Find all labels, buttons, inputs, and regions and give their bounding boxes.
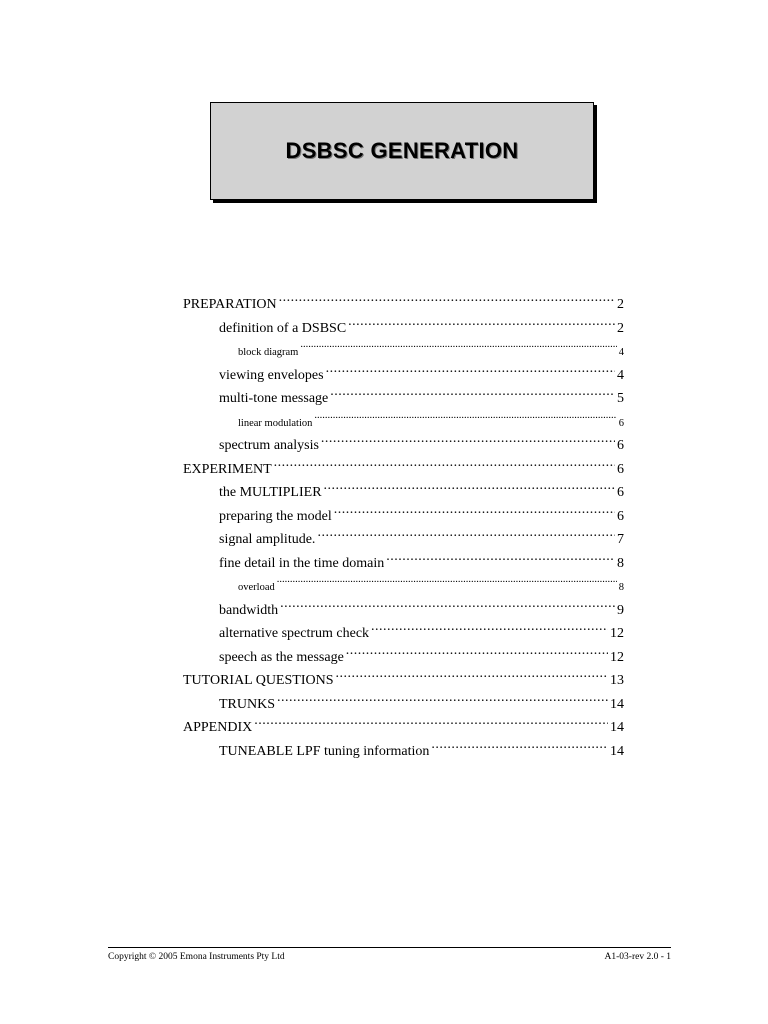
toc-dot-leader <box>334 506 615 520</box>
toc-entry-page: 14 <box>610 744 624 759</box>
toc-entry[interactable] <box>219 694 624 715</box>
footer-page-id: A1-03-rev 2.0 - 1 <box>604 952 671 962</box>
toc-entry-page: 14 <box>610 720 624 735</box>
toc-entry-page: 7 <box>617 532 624 547</box>
toc-entry-label: EXPERIMENT <box>183 462 272 477</box>
footer-divider <box>108 947 671 948</box>
toc-entry-label: speech as the message <box>219 650 344 665</box>
toc-entry-page: 6 <box>617 509 624 524</box>
toc-entry[interactable] <box>219 600 624 621</box>
toc-entry-page: 8 <box>618 582 624 593</box>
toc-entry-label: multi-tone message <box>219 391 329 406</box>
toc-dot-leader <box>330 388 615 402</box>
toc-entry-label: preparing the model <box>219 509 332 524</box>
toc-entry[interactable] <box>238 414 624 434</box>
toc-dot-leader <box>314 416 616 427</box>
toc-dot-leader <box>431 741 608 755</box>
toc-entry[interactable] <box>219 741 624 762</box>
toc-entry-label: definition of a DSBSC <box>219 321 347 336</box>
toc-entry[interactable] <box>219 388 624 409</box>
title-box <box>210 102 594 200</box>
toc-entry-page: 6 <box>617 462 624 477</box>
toc-entry-label: APPENDIX <box>183 720 253 735</box>
toc-entry-page: 6 <box>618 418 624 429</box>
toc-entry-page: 4 <box>617 368 624 383</box>
toc-entry-label: TRUNKS <box>219 697 276 712</box>
toc-entry-page: 2 <box>617 321 624 336</box>
toc-entry[interactable] <box>219 365 624 386</box>
footer-copyright: Copyright © 2005 Emona Instruments Pty Ltd <box>108 952 285 962</box>
toc-entry-page: 13 <box>610 673 624 688</box>
toc-entry-label: bandwidth <box>219 603 279 618</box>
toc-entry[interactable] <box>219 482 624 503</box>
toc-entry[interactable] <box>219 318 624 339</box>
toc-entry[interactable] <box>183 294 624 315</box>
toc-entry-label: block diagram <box>238 347 299 358</box>
toc-entry-page: 14 <box>610 697 624 712</box>
toc-entry[interactable] <box>183 717 624 738</box>
toc-dot-leader <box>279 294 615 308</box>
document-title: DSBSC GENERATION <box>285 138 519 163</box>
toc-entry-label: the MULTIPLIER <box>219 485 322 500</box>
toc-dot-leader <box>336 670 609 684</box>
toc-entry-page: 5 <box>617 391 624 406</box>
toc-entry[interactable] <box>219 435 624 456</box>
toc-dot-leader <box>317 529 615 543</box>
toc-entry-label: alternative spectrum check <box>219 626 370 641</box>
toc-entry-label: PREPARATION <box>183 297 277 312</box>
toc-dot-leader <box>346 647 608 661</box>
toc-entry-page: 12 <box>610 650 624 665</box>
toc-dot-leader <box>321 435 615 449</box>
toc-entry-label: TUNEABLE LPF tuning information <box>219 744 430 759</box>
toc-entry-page: 8 <box>617 556 624 571</box>
toc-dot-leader <box>324 482 615 496</box>
toc-entry-label: signal amplitude. <box>219 532 316 547</box>
toc-dot-leader <box>254 717 608 731</box>
toc-entry[interactable] <box>183 670 624 691</box>
toc-entry-page: 6 <box>617 485 624 500</box>
toc-dot-leader <box>300 345 616 356</box>
toc-entry[interactable] <box>183 459 624 480</box>
toc-entry-label: TUTORIAL QUESTIONS <box>183 673 334 688</box>
toc-dot-leader <box>277 694 608 708</box>
toc-entry-label: viewing envelopes <box>219 368 324 383</box>
toc-entry-label: linear modulation <box>238 418 313 429</box>
toc-entry[interactable] <box>219 553 624 574</box>
toc-entry-page: 9 <box>617 603 624 618</box>
toc-entry-page: 2 <box>617 297 624 312</box>
toc-entry[interactable] <box>219 647 624 668</box>
toc-dot-leader <box>386 553 615 567</box>
toc-entry-page: 12 <box>610 626 624 641</box>
toc-entry-label: overload <box>238 582 275 593</box>
toc-dot-leader <box>280 600 615 614</box>
toc-dot-leader <box>277 580 617 591</box>
toc-dot-leader <box>326 365 615 379</box>
toc-entry[interactable] <box>219 529 624 550</box>
toc-entry-page: 6 <box>617 438 624 453</box>
toc-dot-leader <box>274 459 615 473</box>
toc-entry-label: spectrum analysis <box>219 438 319 453</box>
toc-dot-leader <box>348 318 615 332</box>
toc-dot-leader <box>371 623 608 637</box>
toc-entry-label: fine detail in the time domain <box>219 556 385 571</box>
toc-entry-page: 4 <box>618 347 624 358</box>
toc-entry[interactable] <box>238 343 624 363</box>
toc-entry[interactable] <box>238 578 624 598</box>
toc-entry[interactable] <box>219 506 624 527</box>
toc-entry[interactable] <box>219 623 624 644</box>
